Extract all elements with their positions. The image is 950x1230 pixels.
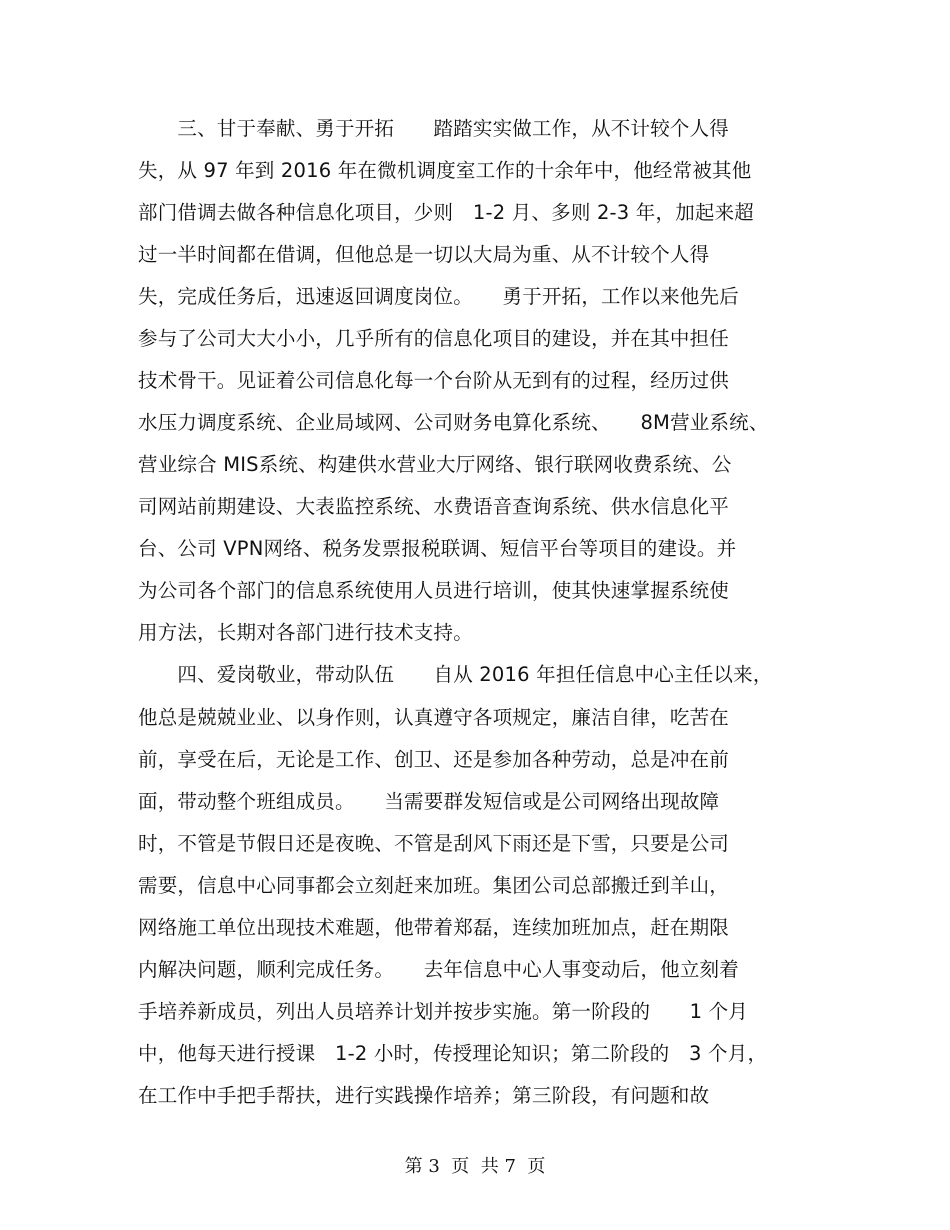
- paragraph-line-15: 他总是兢兢业业、以身作则，认真遵守各项规定，廉洁自律，吃苦在: [138, 706, 730, 729]
- paragraph-line-21: 内解决问题，顺利完成任务。 去年信息中心人事变动后，他立刻着: [138, 958, 739, 981]
- paragraph-line-1: 三、甘于奉献、勇于开拓 踏踏实实做工作，从不计较个人得: [138, 117, 730, 140]
- page-footer: 第 3 页 共 7 页: [404, 1156, 546, 1177]
- paragraph-line-9: 营业综合 MIS系统、构建供水营业大厅网络、银行联网收费系统、公: [138, 453, 732, 476]
- paragraph-line-17: 面，带动整个班组成员。 当需要群发短信或是公司网络出现故障: [138, 790, 720, 813]
- paragraph-line-22: 手培养新成员，列出人员培养计划并按步实施。第一阶段的 1 个月: [138, 1000, 749, 1023]
- paragraph-line-4: 过一半时间都在借调，但他总是一切以大局为重、从不计较个人得: [138, 243, 710, 266]
- paragraph-line-13: 用方法，长期对各部门进行技术支持。: [138, 621, 473, 644]
- paragraph-line-16: 前，享受在后，无论是工作、创卫、还是参加各种劳动，总是冲在前: [138, 748, 730, 771]
- paragraph-line-2: 失，从 97 年到 2016 年在微机调度室工作的十余年中，他经常被其他: [138, 159, 752, 182]
- paragraph-line-3: 部门借调去做各种信息化项目，少则 1-2 月、多则 2-3 年，加起来超: [138, 201, 754, 224]
- paragraph-line-20: 网络施工单位出现技术难题，他带着郑磊，连续加班加点，赶在期限: [138, 916, 730, 939]
- paragraph-line-10: 司网站前期建设、大表监控系统、水费语音查询系统、供水信息化平: [138, 495, 730, 518]
- paragraph-line-14: 四、爱岗敬业，带动队伍 自从 2016 年担任信息中心主任以来，: [138, 663, 773, 686]
- paragraph-line-23: 中，他每天进行授课 1-2 小时，传授理论知识；第二阶段的 3 个月，: [138, 1042, 768, 1065]
- paragraph-line-8: 水压力调度系统、企业局域网、公司财务电算化系统、 8M营业系统、: [138, 411, 769, 434]
- paragraph-line-7: 技术骨干。见证着公司信息化每一个台阶从无到有的过程，经历过供: [138, 369, 730, 392]
- paragraph-line-19: 需要，信息中心同事都会立刻赶来加班。集团公司总部搬迁到羊山，: [138, 874, 730, 897]
- paragraph-line-12: 为公司各个部门的信息系统使用人员进行培训，使其快速掌握系统使: [138, 579, 730, 602]
- paragraph-line-6: 参与了公司大大小小，几乎所有的信息化项目的建设，并在其中担任: [138, 327, 730, 350]
- paragraph-line-5: 失，完成任务后，迅速返回调度岗位。 勇于开拓，工作以来他先后: [138, 285, 739, 308]
- paragraph-line-18: 时，不管是节假日还是夜晚、不管是刮风下雨还是下雪，只要是公司: [138, 832, 730, 855]
- paragraph-line-24: 在工作中手把手帮扶，进行实践操作培养；第三阶段，有问题和故: [138, 1084, 710, 1107]
- paragraph-line-11: 台、公司 VPN网络、税务发票报税联调、短信平台等项目的建设。并: [138, 537, 737, 560]
